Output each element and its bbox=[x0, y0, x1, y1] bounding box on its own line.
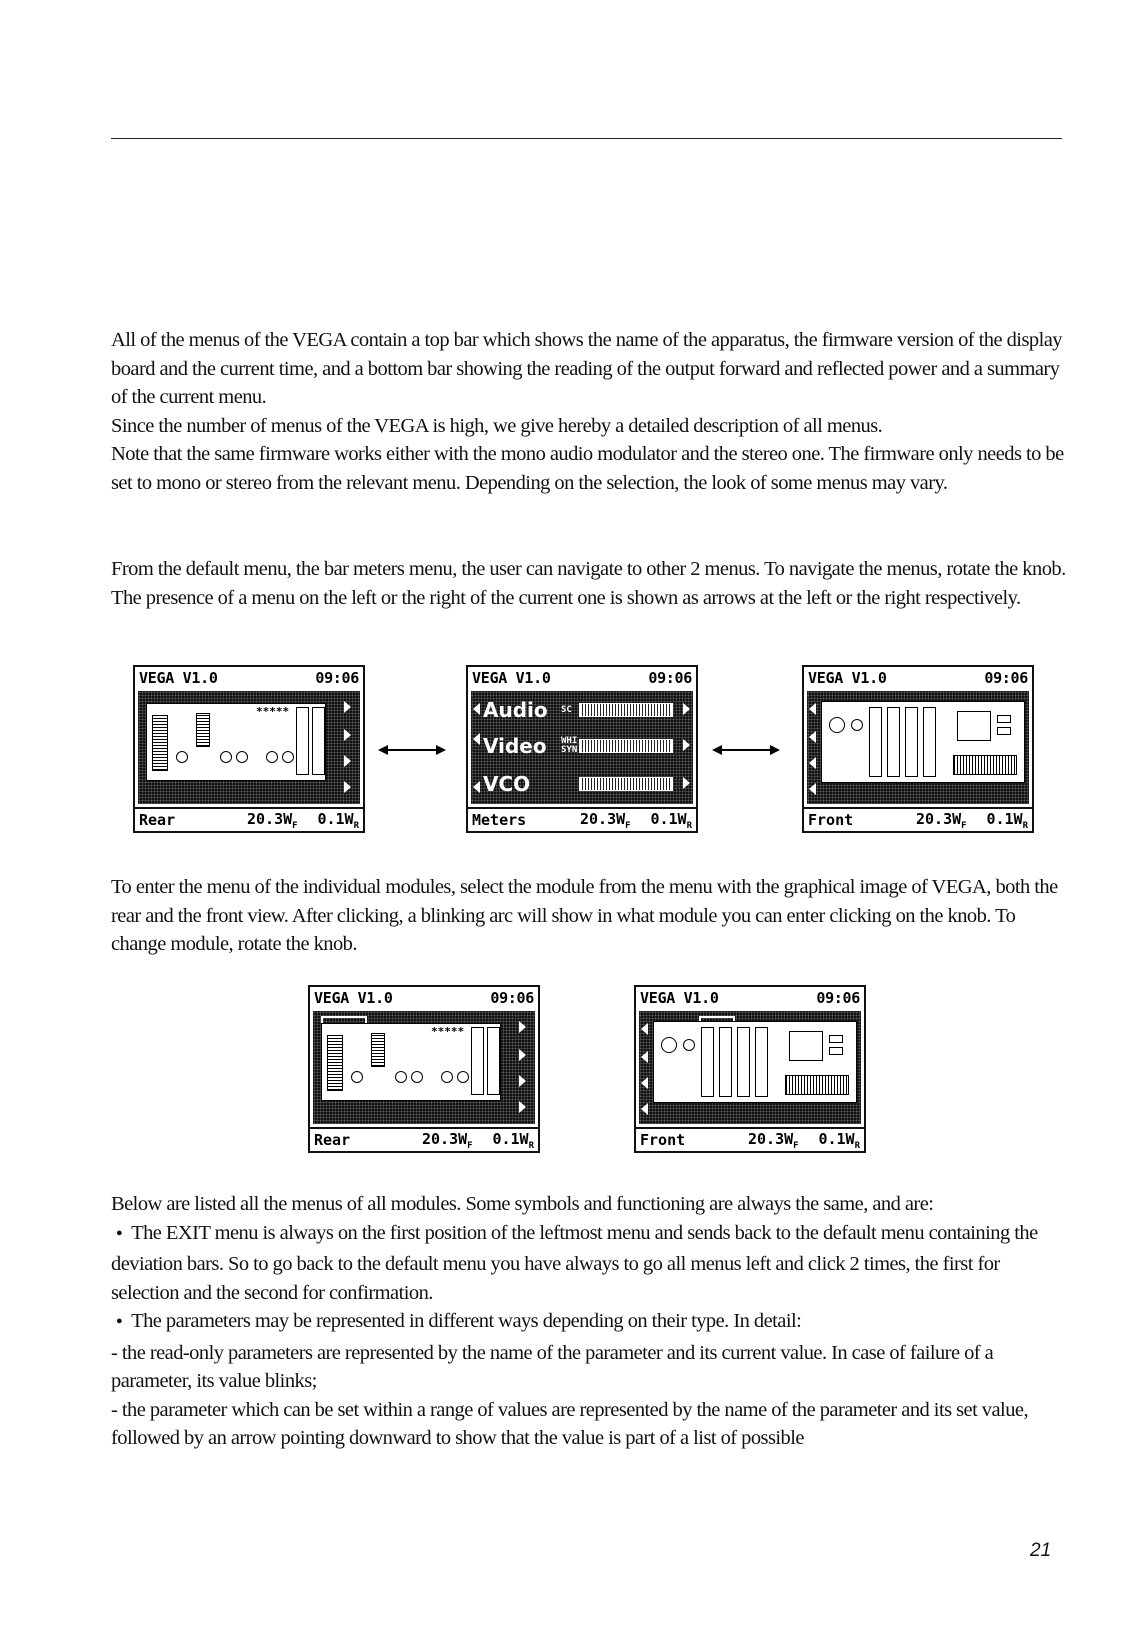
arrow-left-icon bbox=[809, 703, 816, 715]
arrow-left-icon bbox=[809, 757, 816, 769]
lcd-rear-select-screen: VEGA V1.0 09:06 ***** Rear $20.3W_F$ $0.1W_R$ bbox=[308, 985, 540, 1153]
arrow-left-icon bbox=[641, 1077, 648, 1089]
arrow-right-icon bbox=[519, 1101, 526, 1113]
lcd-time: 09:06 bbox=[490, 989, 534, 1007]
double-arrow-icon bbox=[378, 742, 446, 758]
bullet-parameters: ● The parameters may be represented in different ways depending on their type. In detail: bbox=[111, 1307, 1066, 1339]
rfl-power: 0.1W bbox=[492, 1129, 529, 1148]
connector-icon bbox=[411, 1071, 423, 1083]
lcd-front-screen: VEGA V1.0 09:06 Front $20.3W_F$ $0.1W_R$ bbox=[802, 665, 1034, 833]
connector-icon bbox=[395, 1071, 407, 1083]
front-knob-icon bbox=[661, 1037, 677, 1053]
header-rule bbox=[111, 138, 1062, 139]
display-panel-icon bbox=[957, 711, 991, 741]
arrow-left-icon bbox=[809, 731, 816, 743]
front-knob-icon bbox=[683, 1039, 695, 1051]
display-panel-icon bbox=[789, 1031, 823, 1061]
arrow-right-icon bbox=[683, 739, 690, 751]
arrow-left-icon bbox=[809, 783, 816, 795]
arrow-right-icon bbox=[519, 1049, 526, 1061]
detail-read-only: - the read-only parameters are represented by the name of the parameter and its current value. In case of failure of a parameter, its value blinks; bbox=[111, 1341, 994, 1392]
arrow-right-icon bbox=[344, 755, 351, 767]
double-arrow-icon bbox=[712, 742, 780, 758]
front-knob-icon bbox=[851, 719, 863, 731]
paragraph-6: Below are listed all the menus of all modules. Some symbols and functioning are always the same, and are: bbox=[111, 1193, 934, 1215]
connector-icon bbox=[236, 751, 248, 763]
paragraph-4: From the default menu, the bar meters menu, the user can navigate to other 2 menus. To navigate the menus, rotate the knob. The presence of a menu on the left or the right of the current one is shown as arrows at the left or the right respectively. bbox=[111, 558, 1066, 609]
rfl-power: 0.1W bbox=[818, 1129, 855, 1148]
arrow-right-icon bbox=[519, 1075, 526, 1087]
front-rack-view bbox=[807, 691, 1029, 804]
arrow-left-icon bbox=[641, 1023, 648, 1035]
meter-row-video: Video WHI SYN bbox=[479, 731, 685, 761]
navigation-text bbox=[111, 555, 1066, 612]
lcd-front-select-screen: VEGA V1.0 09:06 Front $20.3W_F$ $0.1W_R$ bbox=[634, 985, 866, 1153]
lcd-mode: Front bbox=[640, 1131, 686, 1149]
fwd-power: 20.3W bbox=[246, 809, 293, 828]
paragraph-5: To enter the menu of the individual modules, select the module from the menu with the graphical image of VEGA, both the rear and the front view. After clicking, a blinking arc will show in what module you can enter clicking on the knob. To change module, rotate the knob. bbox=[111, 876, 1058, 955]
rear-rack-view bbox=[313, 1011, 535, 1124]
rfl-power: 0.1W bbox=[986, 809, 1023, 828]
arrow-right-icon bbox=[519, 1021, 526, 1033]
page-number: 21 bbox=[1030, 1540, 1052, 1561]
lcd-mode: Front bbox=[808, 811, 854, 829]
arrow-right-icon bbox=[344, 701, 351, 713]
paragraph-2: Since the number of menus of the VEGA is high, we give hereby a detailed description of all menus. bbox=[111, 414, 883, 437]
connector-icon bbox=[176, 751, 188, 763]
bar-meters-view bbox=[471, 691, 693, 804]
connector-icon bbox=[457, 1071, 469, 1083]
lcd-title: VEGA V1.0 bbox=[314, 989, 393, 1007]
rfl-power: 0.1W bbox=[650, 809, 687, 828]
fwd-power: 20.3W bbox=[579, 809, 626, 828]
lcd-mode: Rear bbox=[314, 1131, 351, 1149]
lcd-title: VEGA V1.0 bbox=[139, 669, 218, 687]
paragraph-1: All of the menus of the VEGA contain a top bar which shows the name of the apparatus, the firmware version of the display board and the current time, and a bottom bar showing the reading of the output forward and reflected power and a summary of the current menu. bbox=[111, 329, 1062, 408]
arrow-left-icon bbox=[641, 1103, 648, 1115]
arrow-right-icon bbox=[683, 703, 690, 715]
front-knob-icon bbox=[829, 717, 845, 733]
connector-icon bbox=[441, 1071, 453, 1083]
bullet-exit-menu: ● The EXIT menu is always on the first position of the leftmost menu and sends back to the default menu containing the deviation bars. So to go back to the default menu you have always to go all menus left and click 2 times, the first for selection and the second for confirmation. bbox=[111, 1219, 1066, 1308]
lcd-time: 09:06 bbox=[816, 989, 860, 1007]
arrow-left-icon bbox=[641, 1051, 648, 1063]
lcd-time: 09:06 bbox=[648, 669, 692, 687]
lcd-meters-screen: VEGA V1.0 09:06 Audio SC Video WHI SYN VCO Meters $20.3W_F$ $0.1W_R$ bbox=[466, 665, 698, 833]
front-rack-view bbox=[639, 1011, 861, 1124]
stars-label: ***** bbox=[256, 705, 290, 718]
lcd-title: VEGA V1.0 bbox=[472, 669, 551, 687]
paragraph-3: Note that the same firmware works either with the mono audio modulator and the stereo one. The firmware only needs to be set to mono or stereo from the relevant menu. Depending on the selection, the look of some menus may vary. bbox=[111, 443, 1064, 494]
arrow-right-icon bbox=[683, 777, 690, 789]
lcd-time: 09:06 bbox=[315, 669, 359, 687]
symbols-text bbox=[111, 1190, 1066, 1453]
lcd-title: VEGA V1.0 bbox=[808, 669, 887, 687]
lcd-mode: Meters bbox=[472, 811, 527, 829]
connector-icon bbox=[282, 751, 294, 763]
arrow-right-icon bbox=[344, 781, 351, 793]
rfl-power: 0.1W bbox=[317, 809, 354, 828]
fwd-power: 20.3W bbox=[915, 809, 962, 828]
lcd-rear-screen: VEGA V1.0 09:06 ***** Rear $20.3W_F$ $0.1W_R$ bbox=[133, 665, 365, 833]
intro-text bbox=[111, 326, 1066, 497]
stars-label: ***** bbox=[431, 1025, 465, 1038]
detail-range: - the parameter which can be set within a range of values are represented by the name of the parameter and its set value, followed by an arrow pointing downward to show that the value is part of a list of possible bbox=[111, 1398, 1029, 1449]
arrow-right-icon bbox=[344, 729, 351, 741]
connector-icon bbox=[266, 751, 278, 763]
connector-icon bbox=[220, 751, 232, 763]
module-text bbox=[111, 873, 1066, 959]
connector-icon bbox=[351, 1071, 363, 1083]
fwd-power: 20.3W bbox=[747, 1129, 794, 1148]
lcd-mode: Rear bbox=[139, 811, 176, 829]
lcd-title: VEGA V1.0 bbox=[640, 989, 719, 1007]
fwd-power: 20.3W bbox=[421, 1129, 468, 1148]
meter-row-audio: Audio SC bbox=[479, 695, 685, 725]
meter-row-vco: VCO bbox=[479, 769, 685, 799]
rear-rack-view bbox=[138, 691, 360, 804]
lcd-time: 09:06 bbox=[984, 669, 1028, 687]
